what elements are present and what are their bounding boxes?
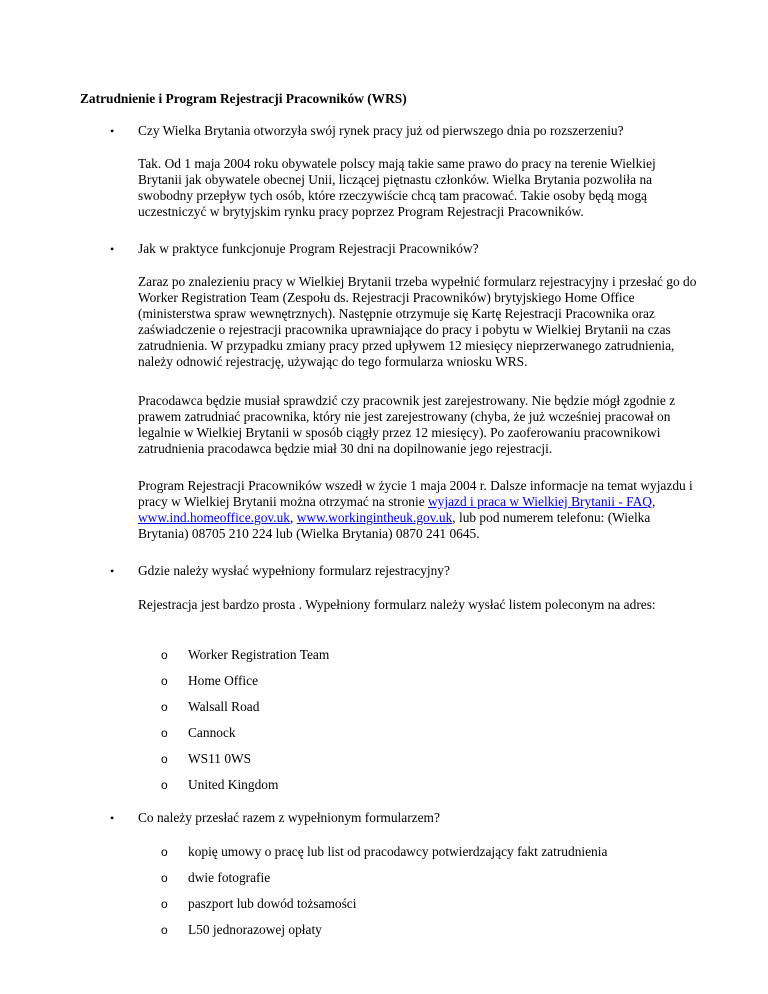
sub-bullet-icon: o	[161, 778, 168, 792]
sub-bullet-icon: o	[161, 897, 168, 911]
answer-2-paragraph-2: Pracodawca będzie musiał sprawdzić czy pracownik jest zarejestrowany. Nie będzie mógł zgodnie z prawem zatrudniać pracownika, który nie jest zarejestrowany (chyba, że już wcześniej pracował on legalnie w Wielkiej Brytanii w sposób ciągły przez 12 miesięcy). Po zaoferowaniu pracownikowi zatrudnienia pracodawca będzie miał 30 dni na dopilnowanie jego rejestracji.	[138, 393, 676, 456]
homeoffice-link[interactable]: www.ind.homeoffice.gov.uk	[138, 510, 290, 525]
bullet-icon: •	[110, 811, 115, 825]
faq-link[interactable]: wyjazd i praca w Wielkiej Brytanii - FAQ	[428, 494, 652, 509]
question-4: Co należy przesłać razem z wypełnionym formularzem?	[138, 810, 440, 825]
separator: ,	[289, 510, 297, 525]
sub-bullet-icon: o	[161, 752, 168, 766]
address-line: United Kingdom	[188, 777, 279, 792]
document-title: Zatrudnienie i Program Rejestracji Pracowników (WRS)	[80, 91, 407, 106]
address-line: Home Office	[188, 673, 259, 688]
answer-2-paragraph-1: Zaraz po znalezieniu pracy w Wielkiej Brytanii trzeba wypełnić formularz rejestracyjny i przesłać go do Worker Registration Team (Zespołu ds. Rejestracji Pracowników) brytyjskiego Home Office (ministerstwa spraw wewnętrznych). Następnie otrzymuje się Kartę Rejestracji Pracownika oraz zaświadczenie o rejestracji pracownika uprawniające do pracy i pobytu w Wielkiej Brytanii na czas zatrudnienia. W przypadku zmiany pracy przed upływem 12 miesięcy nieprzerwanego zatrudnienia, należy odnowić rejestrację, używając do tego formularza wniosku WRS.	[138, 274, 697, 369]
bullet-icon: •	[110, 124, 115, 138]
address-line: Cannock	[188, 725, 236, 740]
required-item: L50 jednorazowej opłaty	[188, 922, 322, 937]
info-text-after: , lub pod numerem telefonu: (Wielka Brytania) 08705 210 224 lub (Wielka Brytania) 0870 241 0645.	[138, 510, 651, 541]
address-line: Walsall Road	[188, 699, 260, 714]
required-item: dwie fotografie	[188, 870, 271, 885]
sub-bullet-icon: o	[161, 923, 168, 937]
info-text-before: Program Rejestracji Pracowników wszedł w życie 1 maja 2004 r. Dalsze informacje na temat wyjazdu i pracy w Wielkiej Brytanii można otrzymać na stronie	[138, 478, 693, 509]
sub-bullet-icon: o	[161, 871, 168, 885]
workingintheuk-link[interactable]: www.workingintheuk.gov.uk	[296, 510, 453, 525]
address-line: WS11 0WS	[188, 751, 252, 766]
sub-bullet-icon: o	[161, 674, 168, 688]
question-3: Gdzie należy wysłać wypełniony formularz rejestracyjny?	[138, 563, 450, 578]
separator: ,	[651, 494, 656, 509]
answer-1: Tak. Od 1 maja 2004 roku obywatele polscy mają takie same prawo do pracy na terenie Wielkiej Brytanii jak obywatele obecnej Unii, liczącej piętnastu członków. Wielka Brytania pozwoliła na swobodny przepływ tych osób, które rzeczywiście chcą tam pracować. Takie osoby będą mogą uczestniczyć w brytyjskim rynku pracy poprzez Program Rejestracji Pracowników.	[138, 156, 656, 219]
bullet-icon: •	[110, 564, 115, 578]
required-item: kopię umowy o pracę lub list od pracodawcy potwierdzający fakt zatrudnienia	[188, 844, 608, 859]
bullet-icon: •	[110, 242, 115, 256]
sub-bullet-icon: o	[161, 726, 168, 740]
answer-2-paragraph-3	[138, 478, 698, 542]
sub-bullet-icon: o	[161, 700, 168, 714]
sub-bullet-icon: o	[161, 648, 168, 662]
sub-bullet-icon: o	[161, 845, 168, 859]
answer-3: Rejestracja jest bardzo prosta . Wypełniony formularz należy wysłać listem poleconym na adres:	[138, 597, 656, 612]
question-2: Jak w praktyce funkcjonuje Program Rejestracji Pracowników?	[138, 241, 479, 256]
required-item: paszport lub dowód tożsamości	[188, 896, 357, 911]
question-1: Czy Wielka Brytania otworzyła swój rynek pracy już od pierwszego dnia po rozszerzeniu?	[138, 123, 624, 138]
address-line: Worker Registration Team	[188, 647, 330, 662]
